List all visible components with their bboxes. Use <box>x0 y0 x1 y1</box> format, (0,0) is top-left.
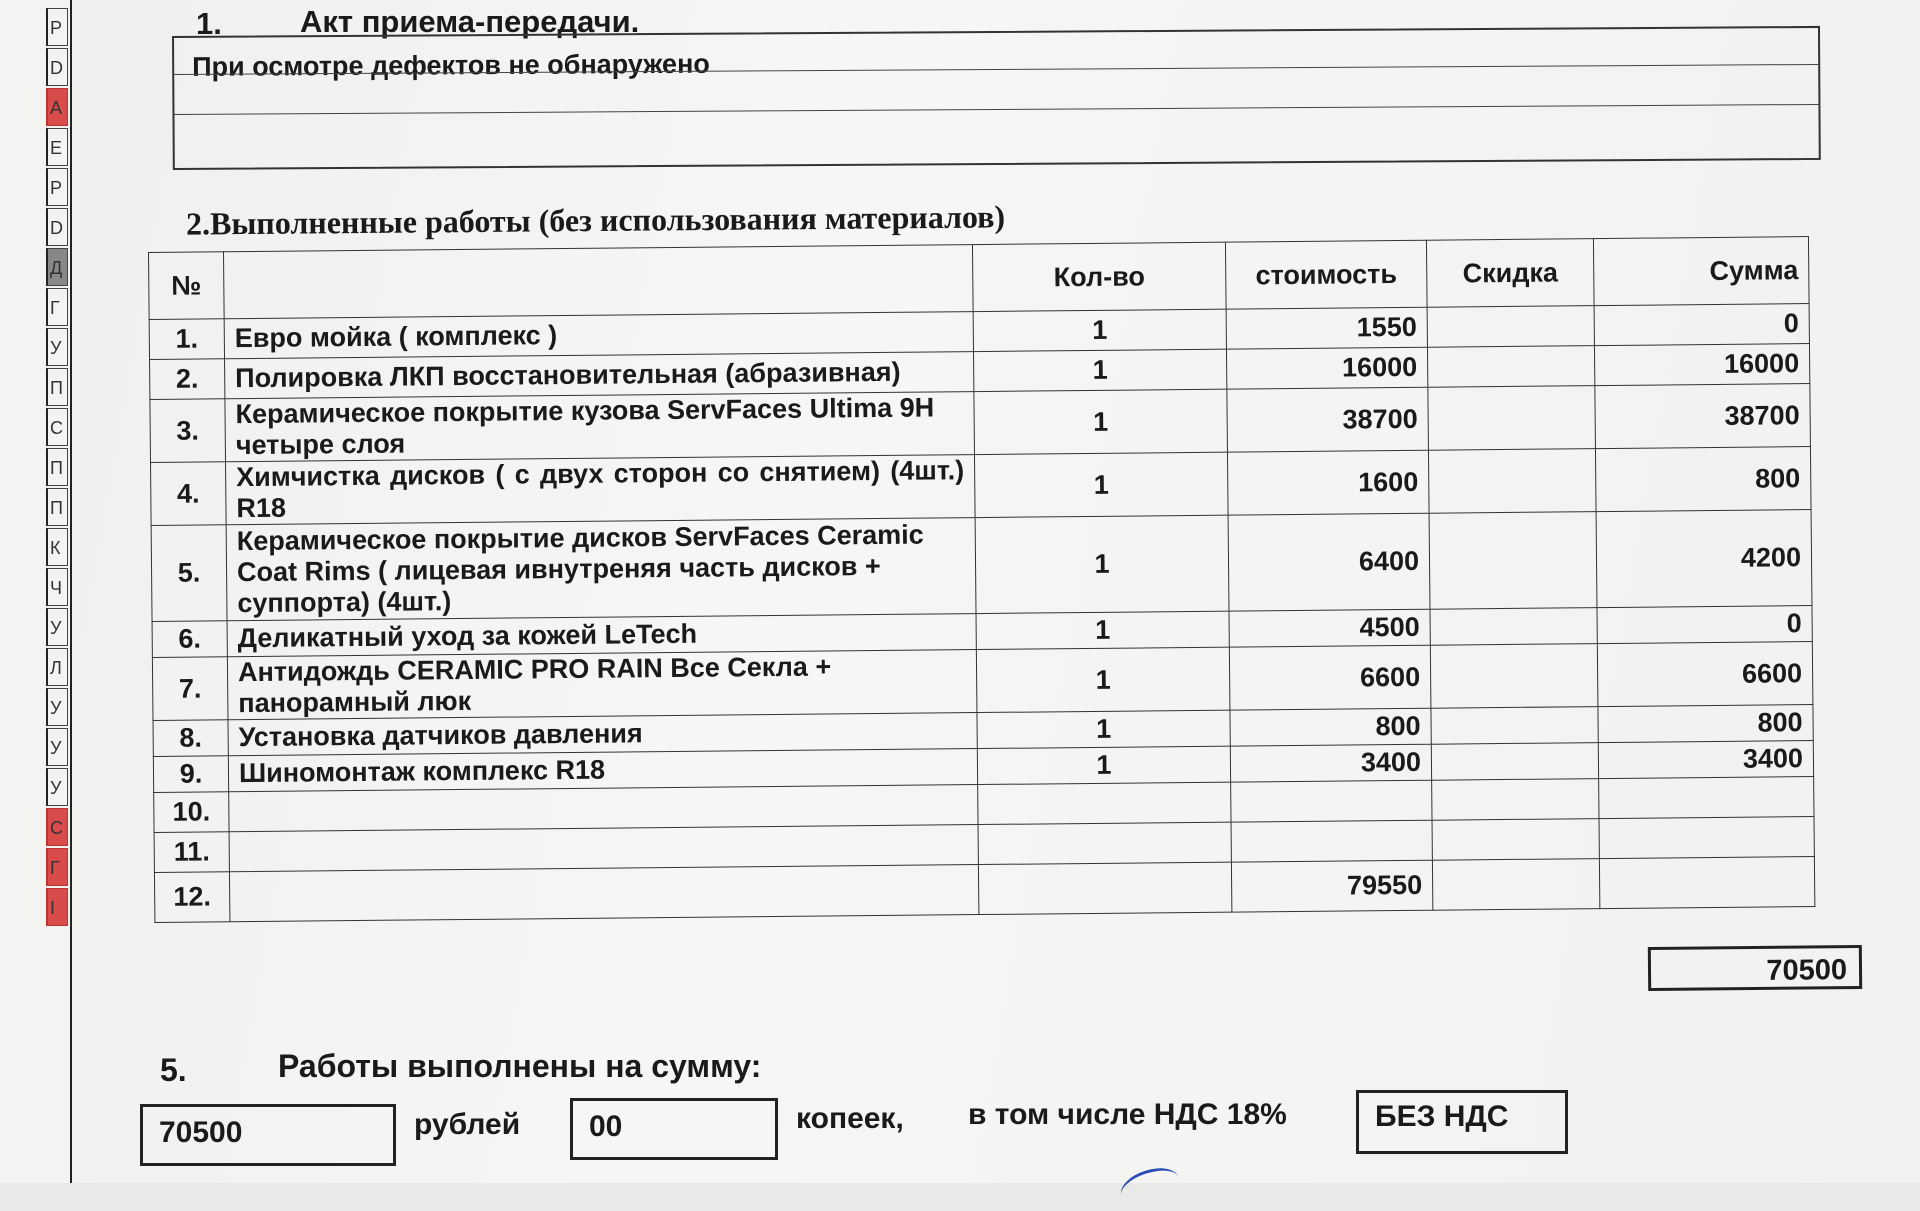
row-cost: 800 <box>1230 708 1431 746</box>
row-no: 1. <box>149 319 224 360</box>
row-cost: 1550 <box>1226 307 1427 349</box>
row-qty: 1 <box>976 647 1230 712</box>
row-sum: 800 <box>1595 447 1811 512</box>
row-name: Шиномонтаж комплекс R18 <box>228 749 977 792</box>
strip-cell: Р <box>46 8 68 46</box>
strip-cell: У <box>46 608 68 646</box>
row-no: 5. <box>151 525 227 622</box>
row-no: 8. <box>153 720 228 757</box>
strip-cell: А <box>46 88 68 126</box>
header-discount: Скидка <box>1426 239 1594 308</box>
row-discount <box>1432 779 1599 821</box>
row-cost: 4500 <box>1229 609 1430 647</box>
row-sum: 6600 <box>1597 642 1813 707</box>
section5-number: 5. <box>160 1052 187 1088</box>
row-no: 12. <box>154 872 229 923</box>
table-row <box>151 510 1812 622</box>
row-qty: 1 <box>974 389 1228 454</box>
row-qty: 1 <box>977 710 1230 748</box>
row-no: 10. <box>154 792 229 833</box>
section1-number: 1. <box>196 6 222 41</box>
act-note: При осмотре дефектов не обнаружено <box>192 48 710 82</box>
row-discount <box>1432 859 1599 911</box>
row-name: Керамическое покрытие кузова ServFaces Ultima 9H четыре слоя <box>225 392 975 462</box>
strip-cell: У <box>46 768 68 806</box>
strip-cell: Г <box>46 848 68 886</box>
strip-cell: D <box>46 48 68 86</box>
row-discount <box>1428 386 1596 451</box>
act-line <box>174 104 1818 115</box>
row-cost: 3400 <box>1230 744 1431 782</box>
vat-box: БЕЗ НДС <box>1356 1090 1568 1154</box>
row-discount <box>1431 707 1598 745</box>
row-cost <box>1231 820 1432 862</box>
row-cost: 1600 <box>1227 450 1429 515</box>
row-sum <box>1599 817 1814 859</box>
row-no: 9. <box>153 756 228 793</box>
row-name: Керамическое покрытие дисков ServFaces Ceramic Coat Rims ( лицевая ивнутреняя часть дисков + суппорта) (4шт.) <box>226 518 976 621</box>
row-discount <box>1432 819 1599 861</box>
act-box <box>172 26 1821 170</box>
row-discount <box>1430 644 1598 709</box>
total-sum-box: 70500 <box>1648 945 1862 991</box>
row-qty <box>978 862 1231 914</box>
pen-stroke <box>1116 1162 1183 1211</box>
strip-cell: І <box>46 888 68 926</box>
strip-cell: П <box>46 368 68 406</box>
row-discount <box>1427 306 1594 348</box>
row-sum <box>1599 857 1814 909</box>
row-sum: 38700 <box>1595 384 1811 449</box>
row-sum <box>1599 777 1814 819</box>
kopecks-box: 00 <box>570 1098 778 1160</box>
works-table <box>148 236 1815 923</box>
strip-cell: Е <box>46 128 68 166</box>
row-cost <box>1231 780 1432 822</box>
row-name: Химчистка дисков ( с двух сторон со снятием) (4шт.) R18 <box>226 455 976 525</box>
row-name: Полировка ЛКП восстановительная (абразивная) <box>225 352 974 399</box>
row-no: 6. <box>152 621 227 658</box>
strip-cell: У <box>46 328 68 366</box>
row-qty: 1 <box>975 515 1229 613</box>
row-qty <box>978 822 1231 864</box>
row-name: Евро мойка ( комплекс ) <box>224 312 973 359</box>
strip-cell: С <box>46 808 68 846</box>
row-no: 2. <box>150 359 225 400</box>
row-discount <box>1429 512 1597 610</box>
strip-cell: С <box>46 408 68 446</box>
strip-cell: Р <box>46 168 68 206</box>
kopecks-label: копеек, <box>796 1102 904 1135</box>
row-cost: 79550 <box>1231 860 1432 912</box>
strip-cell: Д <box>46 248 68 286</box>
row-cost: 6600 <box>1229 645 1431 710</box>
row-discount <box>1428 449 1596 514</box>
row-no: 3. <box>150 399 226 463</box>
strip-cell: П <box>46 488 68 526</box>
header-qty: Кол-во <box>972 242 1226 311</box>
header-no: № <box>149 252 225 320</box>
row-cost: 6400 <box>1228 513 1430 611</box>
row-sum: 0 <box>1597 606 1812 644</box>
row-sum: 0 <box>1594 304 1809 346</box>
row-cost: 38700 <box>1227 387 1429 452</box>
strip-cell: Ч <box>46 568 68 606</box>
header-sum: Сумма <box>1593 237 1809 306</box>
row-qty: 1 <box>976 611 1229 649</box>
row-qty: 1 <box>974 452 1228 517</box>
row-qty: 1 <box>973 349 1226 391</box>
row-qty: 1 <box>973 309 1226 351</box>
row-name <box>229 865 978 922</box>
strip-cell: Г <box>46 288 68 326</box>
vat-label: в том числе НДС 18% <box>968 1098 1287 1131</box>
section2-title: 2.Выполненные работы (без использования материалов) <box>185 198 1006 242</box>
row-cost: 16000 <box>1226 347 1427 389</box>
row-no: 4. <box>151 462 227 526</box>
row-sum: 3400 <box>1598 741 1813 779</box>
underlying-sheet-strip <box>0 0 72 1183</box>
row-no: 11. <box>154 832 229 873</box>
row-discount <box>1430 608 1597 646</box>
strip-cell: У <box>46 688 68 726</box>
strip-cell: У <box>46 728 68 766</box>
rubles-box: 70500 <box>140 1104 396 1166</box>
header-name <box>224 245 974 319</box>
row-sum: 800 <box>1598 705 1813 743</box>
row-name: Деликатный уход за кожей LeTech <box>227 614 976 657</box>
row-discount <box>1431 743 1598 781</box>
row-name: Установка датчиков давления <box>228 713 977 756</box>
strip-cell: К <box>46 528 68 566</box>
strip-cell: П <box>46 448 68 486</box>
section5-title: Работы выполнены на сумму: <box>278 1048 762 1084</box>
row-name: Антидождь CERAMIC PRO RAIN Все Секла + панорамный люк <box>227 650 977 720</box>
row-qty: 1 <box>977 746 1230 784</box>
row-sum: 4200 <box>1596 510 1812 608</box>
section1-title: Акт приема-передачи. <box>300 4 640 39</box>
strip-cell: Л <box>46 648 68 686</box>
strip-cell: D <box>46 208 68 246</box>
rubles-label: рублей <box>414 1108 521 1141</box>
row-discount <box>1427 346 1594 388</box>
row-qty <box>978 782 1231 824</box>
header-cost: стоимость <box>1225 240 1427 309</box>
row-no: 7. <box>152 657 228 721</box>
row-sum: 16000 <box>1594 344 1809 386</box>
